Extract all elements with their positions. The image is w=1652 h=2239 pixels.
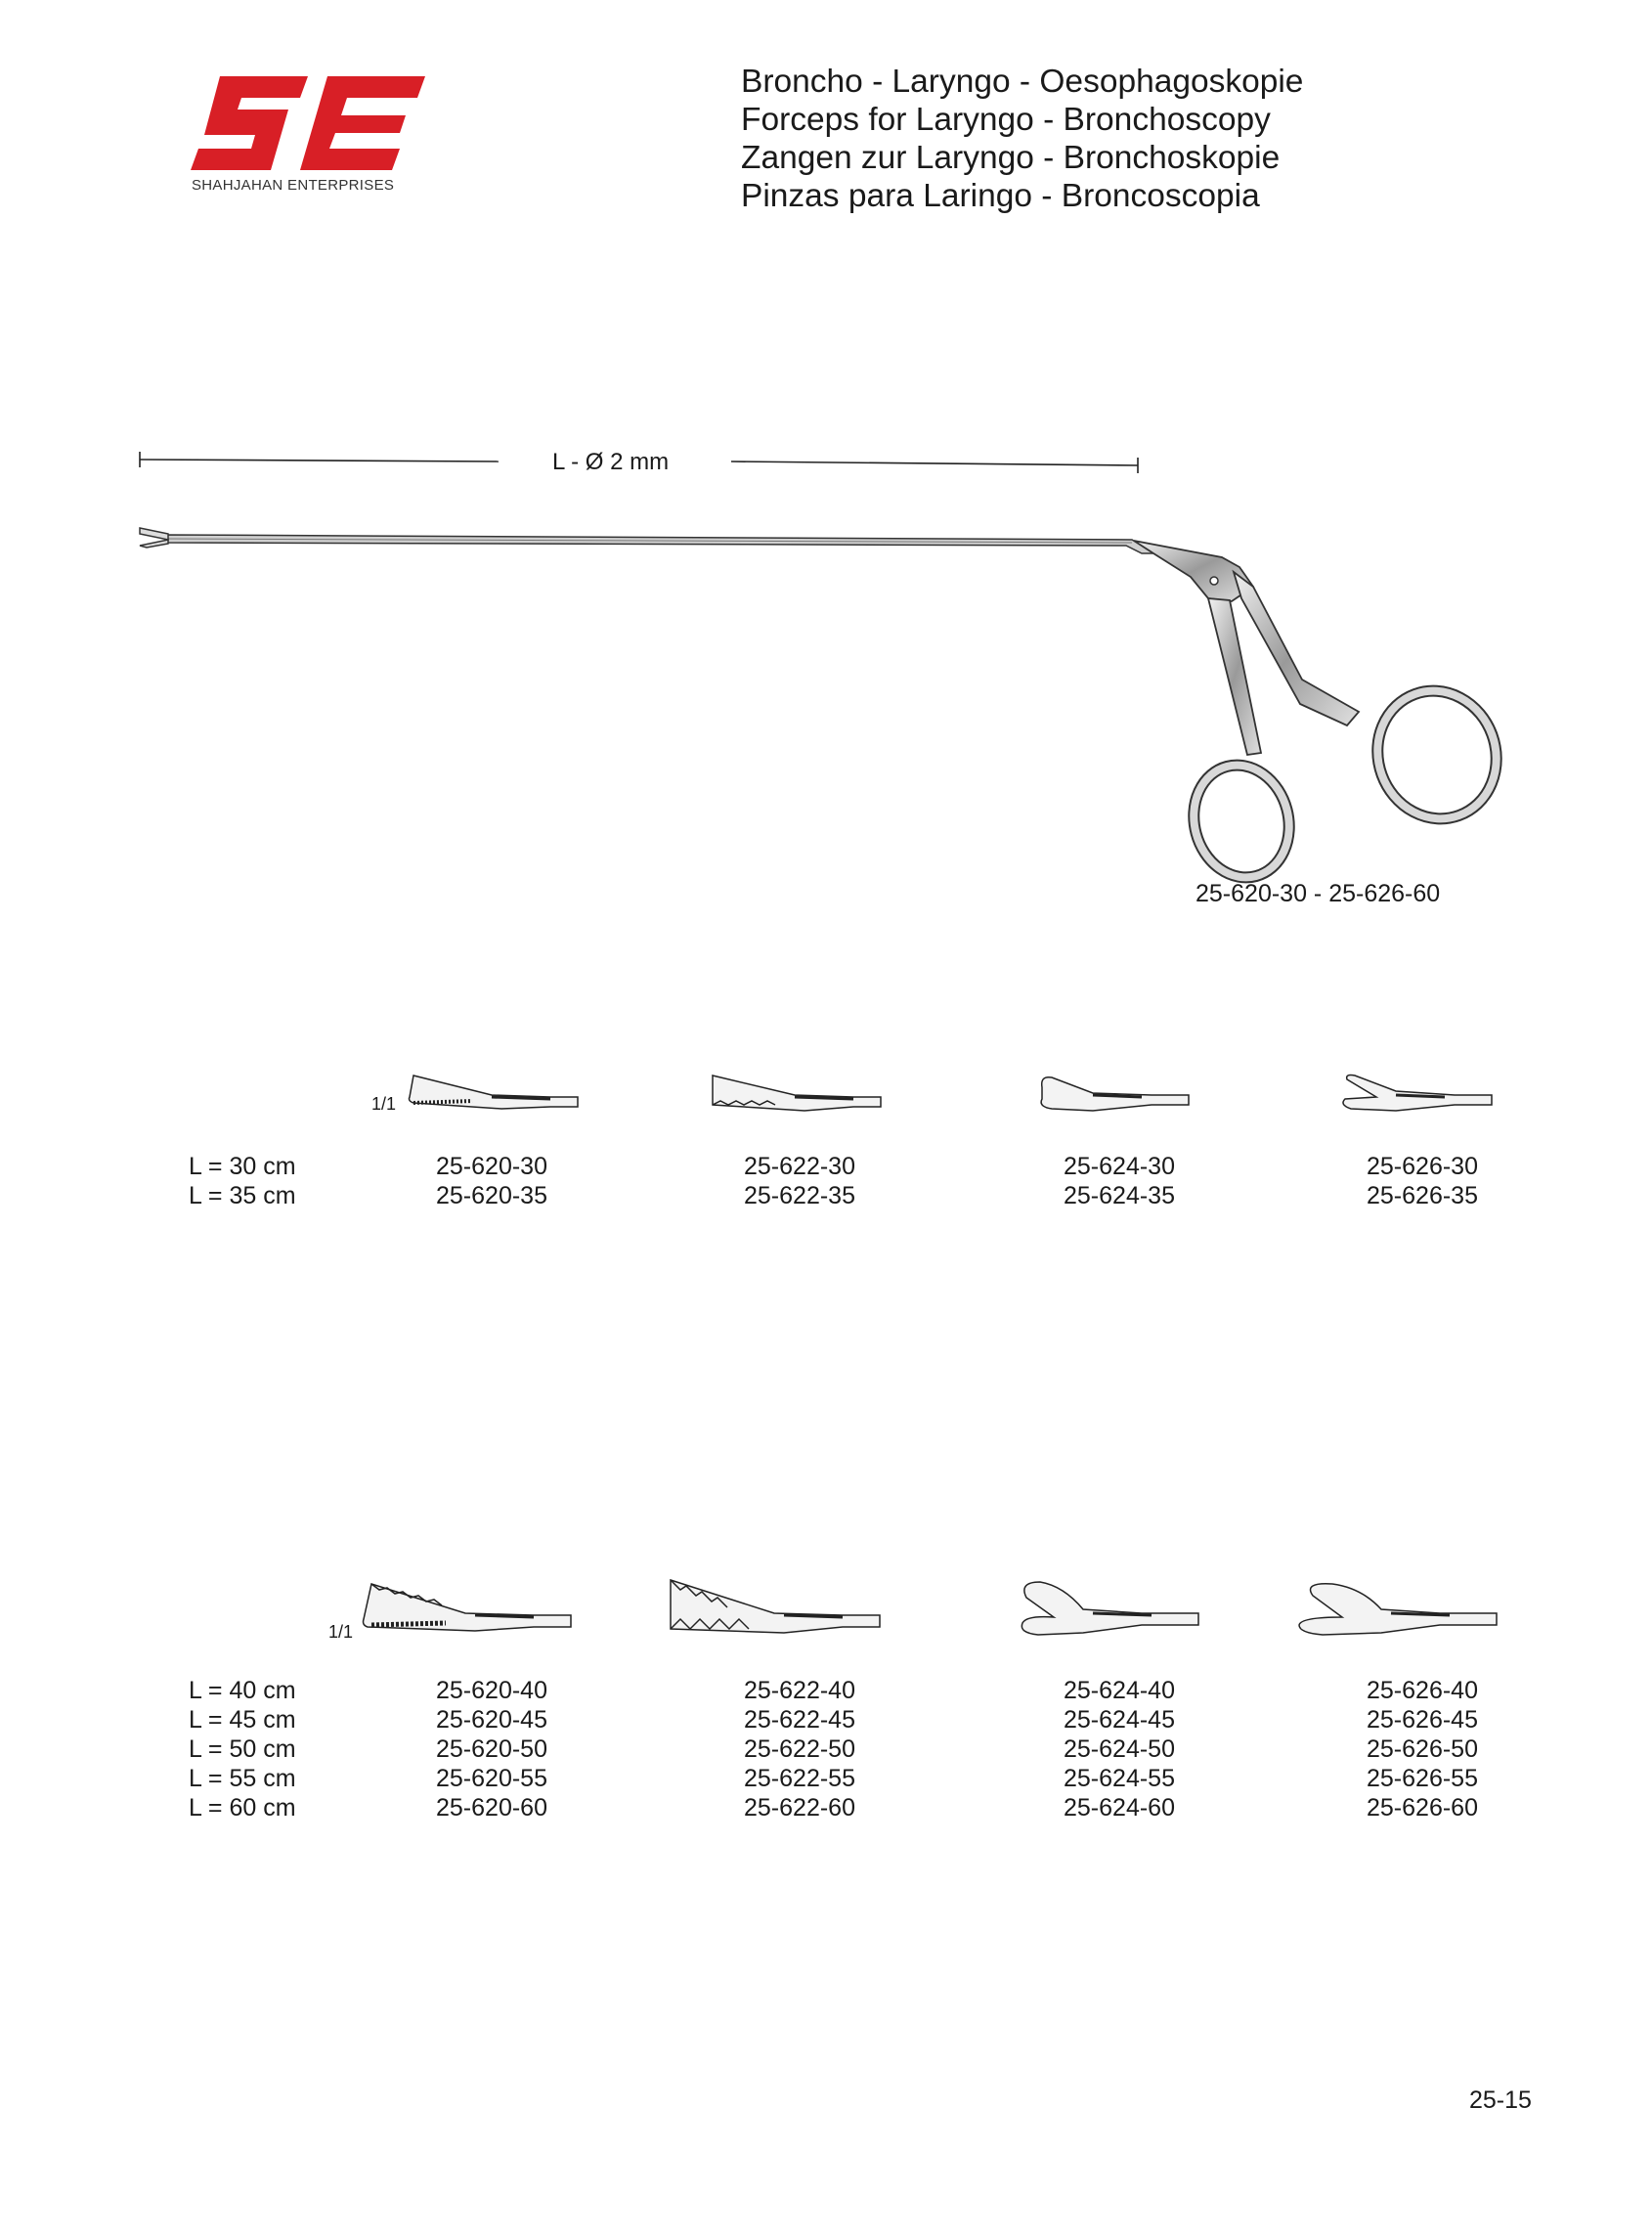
finger-ring-lower xyxy=(1182,755,1302,889)
article-code: 25-620-60 xyxy=(436,1794,547,1822)
article-code: 25-624-30 xyxy=(1064,1153,1175,1180)
dimension-label: L - Ø 2 mm xyxy=(552,449,670,475)
article-code: 25-626-35 xyxy=(1367,1182,1478,1209)
article-code: 25-626-55 xyxy=(1367,1765,1478,1792)
article-code: 25-624-40 xyxy=(1064,1677,1175,1704)
upper-handle xyxy=(1234,572,1359,725)
article-code-column xyxy=(1022,1152,1217,1210)
article-code: 25-626-40 xyxy=(1367,1677,1478,1704)
article-code: 25-620-35 xyxy=(436,1182,547,1209)
length-row: L = 45 cm xyxy=(189,1706,296,1734)
article-code: 25-620-50 xyxy=(436,1735,547,1763)
toothed-jaw-tip-icon xyxy=(707,1070,883,1119)
article-code: 25-626-60 xyxy=(1367,1794,1478,1822)
length-row: L = 40 cm xyxy=(189,1677,296,1704)
title-line-en: Forceps for Laryngo - Bronchoscopy xyxy=(741,102,1271,138)
article-code: 25-622-30 xyxy=(744,1153,855,1180)
article-code: 25-620-45 xyxy=(436,1706,547,1734)
article-range-label: 25-620-30 - 25-626-60 xyxy=(1196,880,1441,907)
forceps-body xyxy=(1134,541,1253,601)
scale-label: 1/1 xyxy=(328,1622,354,1642)
finger-ring-upper xyxy=(1360,674,1514,835)
toothed-jaw-tip-icon xyxy=(667,1576,882,1645)
length-row: L = 60 cm xyxy=(189,1794,296,1822)
title-line-de-2: Zangen zur Laryngo - Bronchoskopie xyxy=(741,140,1281,176)
article-code-column xyxy=(1022,1676,1217,1822)
catalog-title xyxy=(741,63,1303,215)
forceps-shaft xyxy=(166,535,1153,553)
cup-jaw-tip-icon xyxy=(1015,1576,1200,1645)
article-code: 25-624-35 xyxy=(1064,1182,1175,1209)
serrated-jaw-tip-icon xyxy=(358,1576,573,1645)
article-code-column xyxy=(702,1676,897,1822)
oval-cup-jaw-tip-icon xyxy=(1293,1576,1499,1645)
article-code: 25-622-55 xyxy=(744,1765,855,1792)
article-code-column xyxy=(1325,1676,1520,1822)
article-code: 25-620-30 xyxy=(436,1153,547,1180)
lower-handle xyxy=(1208,598,1261,755)
article-code-column xyxy=(394,1676,589,1822)
serrated-jaw-tip-icon xyxy=(404,1070,580,1119)
length-row: L = 50 cm xyxy=(189,1735,296,1763)
article-code: 25-626-45 xyxy=(1367,1706,1478,1734)
article-code: 25-624-60 xyxy=(1064,1794,1175,1822)
article-code: 25-622-35 xyxy=(744,1182,855,1209)
article-code: 25-626-50 xyxy=(1367,1735,1478,1763)
forceps-illustration xyxy=(0,420,1652,929)
scale-label: 1/1 xyxy=(371,1094,397,1114)
cup-jaw-tip-icon xyxy=(1034,1070,1191,1119)
article-code: 25-620-40 xyxy=(436,1677,547,1704)
article-code: 25-620-55 xyxy=(436,1765,547,1792)
article-code: 25-622-60 xyxy=(744,1794,855,1822)
article-code: 25-622-40 xyxy=(744,1677,855,1704)
article-code: 25-622-50 xyxy=(744,1735,855,1763)
length-row: L = 30 cm xyxy=(189,1153,296,1180)
article-code: 25-624-50 xyxy=(1064,1735,1175,1763)
hinge-screw xyxy=(1210,577,1218,585)
title-line-de: Broncho - Laryngo - Oesophagoskopie xyxy=(741,64,1304,100)
article-code: 25-624-55 xyxy=(1064,1765,1175,1792)
length-row: L = 35 cm xyxy=(189,1182,296,1209)
length-column xyxy=(189,1676,296,1822)
brand-name: SHAHJAHAN ENTERPRISES xyxy=(192,177,395,194)
article-code-column xyxy=(702,1152,897,1210)
oval-cup-jaw-tip-icon xyxy=(1337,1070,1494,1119)
article-code: 25-622-45 xyxy=(744,1706,855,1734)
length-column xyxy=(189,1152,296,1210)
article-code: 25-626-30 xyxy=(1367,1153,1478,1180)
article-code-column xyxy=(394,1152,589,1210)
article-code: 25-624-45 xyxy=(1064,1706,1175,1734)
length-row: L = 55 cm xyxy=(189,1765,296,1792)
title-line-es: Pinzas para Laringo - Broncoscopia xyxy=(741,178,1260,214)
page-number: 25-15 xyxy=(1469,2086,1532,2114)
forceps-tip xyxy=(140,528,168,548)
article-code-column xyxy=(1325,1152,1520,1210)
